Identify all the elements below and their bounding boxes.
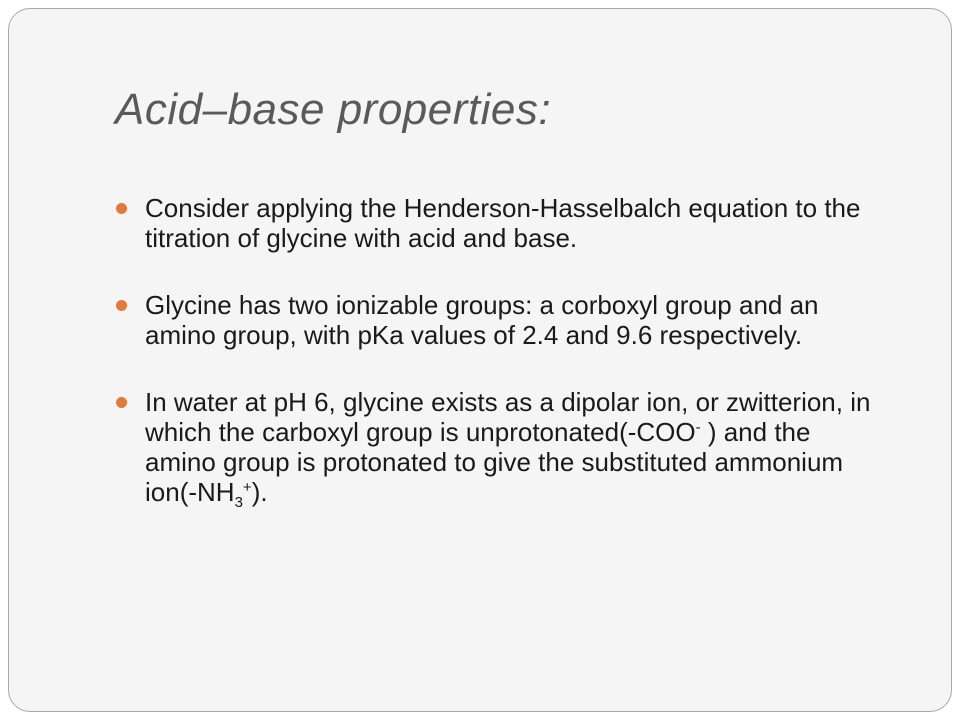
bullet-text-part2: ) and the amino group is protonated to give the substituted ammonium ion(-NH (145, 417, 844, 507)
bullet-text-part1: In water at pH 6, glycine exists as a dipolar ion, or zwitterion, in which the carboxyl group is unprotonated(-COO (145, 387, 871, 447)
bullet-list (115, 193, 875, 544)
subscript-three: 3 (234, 494, 243, 511)
bullet-item-ionizable-groups (115, 290, 875, 350)
bullet-dot-icon (116, 397, 127, 408)
bullet-text-part3: ). (251, 477, 268, 507)
bullet-dot-icon (116, 203, 127, 214)
slide-frame (8, 8, 952, 712)
bullet-dot-icon (116, 300, 127, 311)
bullet-text: Glycine has two ionizable groups: a corboxyl group and an amino group, with pKa values of 2.4 and 9.6 respectively. (145, 290, 819, 350)
slide-title: Acid–base properties: (115, 85, 552, 134)
bullet-item-zwitterion (115, 387, 875, 511)
bullet-item-henderson-hasselbalch (115, 193, 875, 253)
bullet-text: Consider applying the Henderson-Hasselbalch equation to the titration of glycine with acid and base. (145, 193, 861, 253)
charge-superscript-minus: - (695, 419, 701, 436)
charge-superscript-plus: + (242, 479, 252, 496)
